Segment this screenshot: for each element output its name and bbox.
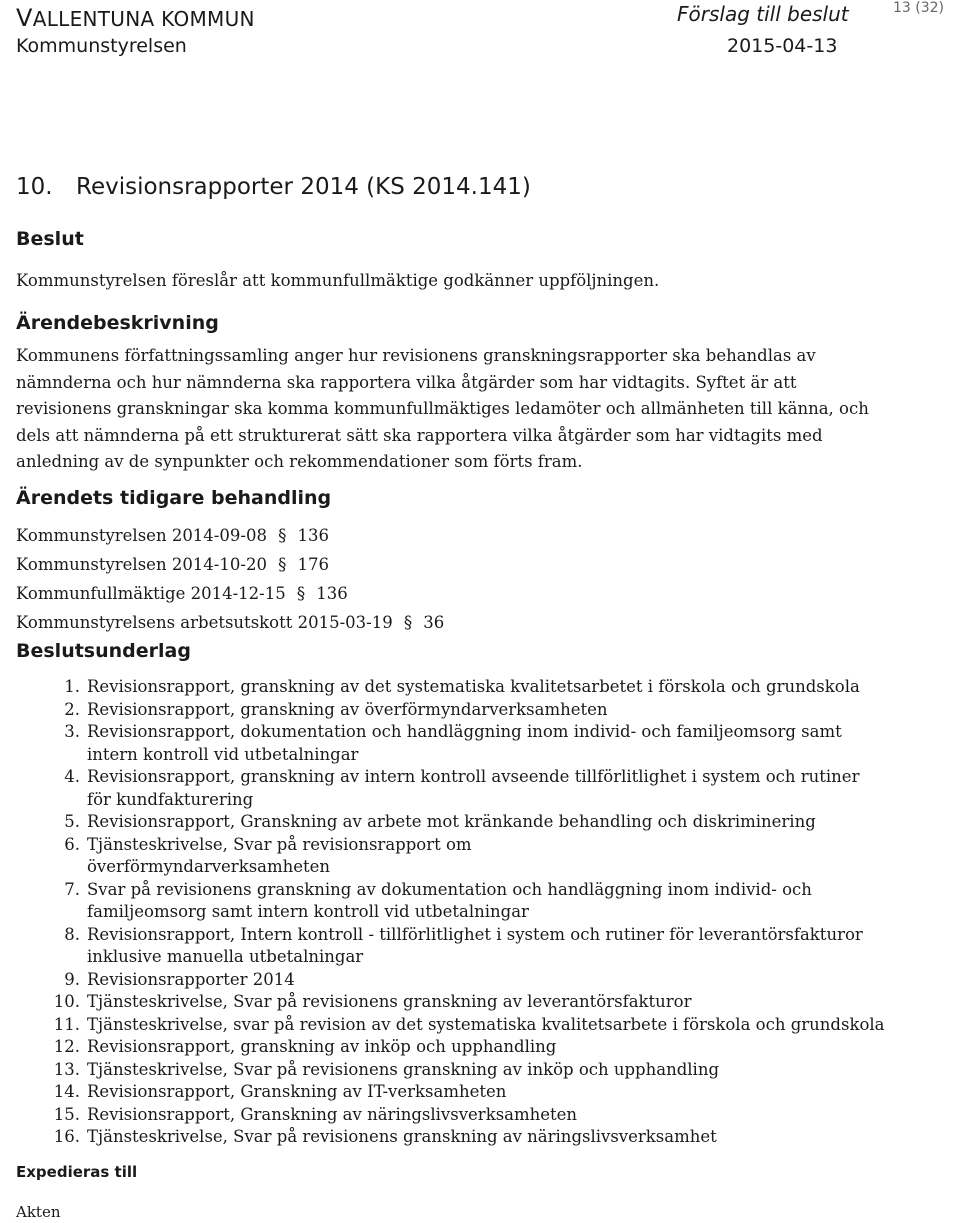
item-body: Kommunstyrelsen 2014-09-08 bbox=[16, 526, 267, 545]
item-number: 7. bbox=[64, 879, 80, 899]
item-number: 11. bbox=[53, 1014, 80, 1034]
list-item bbox=[16, 521, 444, 550]
paragraph-line: dels att nämnderna på ett strukturerat sätt ska rapportera vilka åtgärder som har vidtagits med bbox=[16, 425, 823, 445]
organization-initial: V bbox=[16, 4, 33, 32]
list-item bbox=[44, 1059, 924, 1082]
item-line: Revisionsrapport, granskning av det systematiska kvalitetsarbetet i förskola och grundskola bbox=[87, 677, 860, 696]
item-paragraph: 176 bbox=[297, 555, 329, 574]
organization-name-rest: ALLENTUNA KOMMUN bbox=[32, 7, 255, 31]
arendebeskrivning-heading: Ärendebeskrivning bbox=[16, 312, 219, 334]
list-item bbox=[44, 811, 924, 834]
section-title-text: Revisionsrapporter 2014 (KS 2014.141) bbox=[76, 174, 531, 200]
list-item bbox=[44, 766, 924, 811]
section-sign: § bbox=[278, 526, 287, 545]
list-item bbox=[44, 969, 924, 992]
item-paragraph: 136 bbox=[297, 526, 329, 545]
item-number: 12. bbox=[53, 1037, 80, 1056]
section-sign: § bbox=[296, 584, 306, 603]
expedieras-recipient: Akten bbox=[16, 1203, 61, 1221]
item-number: 4. bbox=[64, 767, 80, 786]
list-item bbox=[44, 879, 924, 924]
item-number: 3. bbox=[64, 722, 80, 741]
item-number: 14. bbox=[53, 1082, 80, 1101]
list-item bbox=[44, 699, 924, 722]
beslut-heading: Beslut bbox=[16, 228, 84, 250]
list-item bbox=[44, 924, 924, 969]
item-number: 8. bbox=[64, 924, 80, 944]
beslutsunderlag-heading: Beslutsunderlag bbox=[16, 640, 191, 662]
item-line: Revisionsrapport, Granskning av arbete mot kränkande behandling och diskriminering bbox=[87, 812, 816, 831]
paragraph-line: revisionens granskningar ska komma kommunfullmäktiges ledamöter och allmänheten till känna, och bbox=[16, 399, 869, 418]
item-line: Revisionsrapport, Granskning av näringslivsverksamheten bbox=[87, 1104, 578, 1124]
list-item bbox=[16, 579, 444, 608]
item-line: Tjänsteskrivelse, Svar på revisionens granskning av leverantörsfakturor bbox=[87, 992, 692, 1011]
item-number: 15. bbox=[53, 1104, 80, 1124]
item-line: Revisionsrapport, granskning av inköp och upphandling bbox=[87, 1037, 557, 1056]
item-body: Kommunfullmäktige 2014-12-15 bbox=[16, 584, 286, 603]
item-line: familjeomsorg samt intern kontroll vid utbetalningar bbox=[87, 902, 529, 921]
item-line: Tjänsteskrivelse, Svar på revisionsrapport om bbox=[87, 834, 472, 854]
header-board: Kommunstyrelsen bbox=[16, 35, 187, 57]
paragraph-line: anledning av de synpunkter och rekommendationer som förts fram. bbox=[16, 452, 583, 471]
item-number: 5. bbox=[64, 812, 80, 831]
item-line: Tjänsteskrivelse, svar på revision av det systematiska kvalitetsarbete i förskola och grundskola bbox=[87, 1014, 885, 1034]
header-date: 2015-04-13 bbox=[727, 35, 838, 57]
item-line: Tjänsteskrivelse, Svar på revisionens granskning av inköp och upphandling bbox=[87, 1059, 720, 1079]
item-number: 6. bbox=[64, 834, 80, 854]
item-line: överförmyndarverksamheten bbox=[87, 857, 331, 876]
page-number: 13 (32) bbox=[893, 0, 945, 16]
paragraph-line: Kommunens författningssamling anger hur revisionens granskningsrapporter ska behandlas av bbox=[16, 346, 816, 365]
item-line: Revisionsrapport, Intern kontroll - tillförlitlighet i system och rutiner för leverantörsfakturor bbox=[87, 924, 863, 944]
list-item bbox=[44, 1081, 924, 1104]
organization-name bbox=[16, 4, 255, 32]
list-item bbox=[44, 676, 924, 699]
item-number: 16. bbox=[53, 1127, 80, 1146]
item-number: 1. bbox=[64, 677, 80, 696]
section-sign: § bbox=[278, 555, 287, 574]
beslutsunderlag-list bbox=[44, 676, 924, 1149]
list-item bbox=[16, 608, 444, 637]
section-number: 10. bbox=[16, 174, 53, 200]
tidigare-behandling-list bbox=[16, 521, 444, 637]
item-line: Revisionsrapport, granskning av överförmyndarverksamheten bbox=[87, 699, 608, 719]
item-line: Tjänsteskrivelse, Svar på revisionens granskning av näringslivsverksamhet bbox=[87, 1127, 717, 1146]
item-body: Kommunstyrelsen 2014-10-20 bbox=[16, 555, 267, 574]
item-number: 10. bbox=[53, 992, 80, 1011]
expedieras-heading: Expedieras till bbox=[16, 1163, 138, 1181]
item-line: Svar på revisionens granskning av dokumentation och handläggning inom individ- och bbox=[87, 879, 812, 899]
item-line: Revisionsrapport, granskning av intern kontroll avseende tillförlitlighet i system och rutiner bbox=[87, 767, 860, 786]
list-item bbox=[44, 1104, 924, 1127]
item-body: Kommunstyrelsens arbetsutskott 2015-03-19 bbox=[16, 613, 393, 632]
header-status: Förslag till beslut bbox=[677, 2, 849, 26]
list-item bbox=[44, 1036, 924, 1059]
list-item bbox=[44, 991, 924, 1014]
list-item bbox=[44, 834, 924, 879]
list-item bbox=[44, 721, 924, 766]
paragraph-line: nämnderna och hur nämnderna ska rapportera vilka åtgärder som har vidtagits. Syftet är att bbox=[16, 372, 797, 392]
item-paragraph: 36 bbox=[423, 613, 445, 632]
item-number: 2. bbox=[64, 699, 80, 719]
item-number: 9. bbox=[64, 969, 80, 989]
section-title bbox=[16, 174, 531, 200]
item-line: inklusive manuella utbetalningar bbox=[87, 947, 364, 966]
tidigare-behandling-heading: Ärendets tidigare behandling bbox=[16, 487, 332, 509]
beslut-text: Kommunstyrelsen föreslår att kommunfullmäktige godkänner uppföljningen. bbox=[16, 271, 660, 290]
item-line: för kundfakturering bbox=[87, 789, 254, 809]
list-item bbox=[44, 1014, 924, 1037]
item-line: Revisionsrapport, Granskning av IT-verksamheten bbox=[87, 1082, 507, 1101]
list-item bbox=[16, 550, 444, 579]
section-sign: § bbox=[403, 613, 413, 632]
arendebeskrivning-text bbox=[16, 343, 916, 476]
item-line: Revisionsrapport, dokumentation och handläggning inom individ- och familjeomsorg samt bbox=[87, 722, 842, 741]
list-item bbox=[44, 1126, 924, 1149]
item-paragraph: 136 bbox=[316, 584, 348, 603]
item-line: intern kontroll vid utbetalningar bbox=[87, 744, 359, 764]
item-number: 13. bbox=[53, 1059, 80, 1079]
item-line: Revisionsrapporter 2014 bbox=[87, 969, 295, 989]
